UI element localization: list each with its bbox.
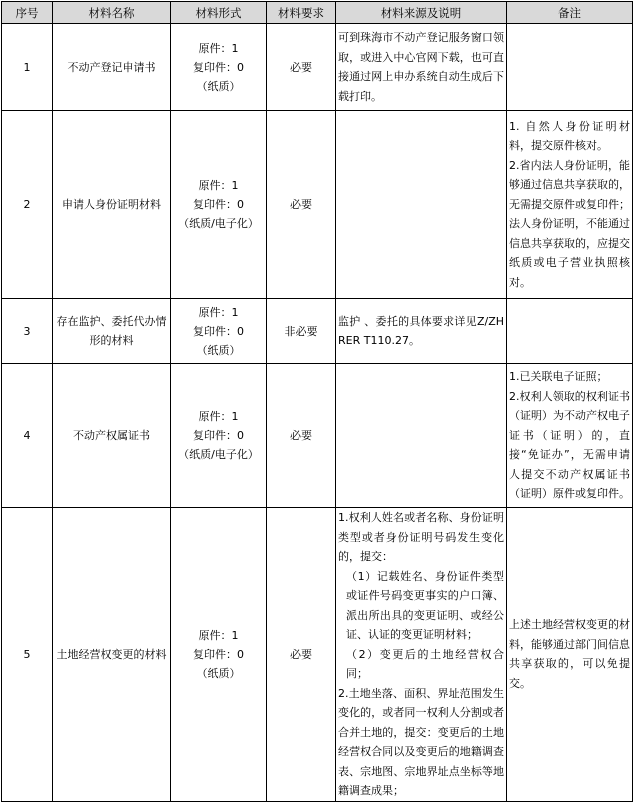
form-original: 原件：1 (198, 410, 239, 423)
form-copy: 复印件：0 (193, 198, 244, 211)
table-row (2, 364, 633, 508)
row-form (171, 24, 267, 111)
source-paragraph: （1）记载姓名、身份证件类型或证件号码变更事实的户口簿、派出所出具的变更证明、或经公证、认证的变更证明材料； (346, 569, 504, 641)
table-row (2, 508, 633, 802)
row-note (507, 111, 633, 299)
row-name: 不动产登记申请书 (53, 24, 171, 111)
row-form (171, 299, 267, 364)
row-note (507, 364, 633, 508)
row-form (171, 111, 267, 299)
row-requirement: 必要 (267, 24, 336, 111)
header-source: 材料来源及说明 (336, 2, 507, 24)
form-type: （纸质/电子化） (178, 448, 259, 461)
row-no: 2 (2, 111, 53, 299)
header-requirement: 材料要求 (267, 2, 336, 24)
header-name: 材料名称 (53, 2, 171, 24)
header-no: 序号 (2, 2, 53, 24)
form-type: （纸质） (196, 79, 241, 93)
table-row (2, 299, 633, 364)
row-name: 申请人身份证明材料 (53, 111, 171, 299)
row-form (171, 508, 267, 802)
table-header-row (2, 2, 633, 24)
row-form (171, 364, 267, 508)
row-source (336, 111, 507, 299)
row-source (336, 364, 507, 508)
form-copy: 复印件：0 (193, 60, 244, 74)
note-paragraph: 1.已关联电子证照； (509, 370, 608, 384)
form-original: 原件：1 (198, 41, 239, 55)
form-copy: 复印件：0 (193, 647, 244, 661)
table-row (2, 111, 633, 299)
row-name: 土地经营权变更的材料 (53, 508, 171, 802)
form-type: （纸质） (196, 666, 241, 680)
row-name: 不动产权属证书 (53, 364, 171, 508)
row-note (507, 299, 633, 364)
header-form: 材料形式 (171, 2, 267, 24)
form-original: 原件：1 (198, 628, 239, 642)
header-note: 备注 (507, 2, 633, 24)
row-no: 1 (2, 24, 53, 111)
source-paragraph: 可到珠海市不动产登记服务窗口领取，或进入中心官网下载，也可直接通过网上申办系统自动生成后下载打印。 (338, 31, 504, 103)
row-no: 3 (2, 299, 53, 364)
table-row (2, 24, 633, 111)
row-no: 4 (2, 364, 53, 508)
form-original: 原件：1 (198, 305, 239, 319)
form-copy: 复印件：0 (193, 429, 244, 442)
row-source (336, 299, 507, 364)
row-requirement: 必要 (267, 508, 336, 802)
source-paragraph: 监护 、委托的具体要求详见Z/ZHRER T110.27。 (338, 314, 504, 347)
row-requirement: 必要 (267, 364, 336, 508)
form-copy: 复印件：0 (193, 324, 244, 338)
source-paragraph: 1.权利人姓名或者名称、身份证明类型或者身份证明号码发生变化的，提交： (338, 511, 504, 563)
row-requirement: 非必要 (267, 299, 336, 364)
row-name: 存在监护、委托代办情形的材料 (53, 299, 171, 364)
row-note (507, 508, 633, 802)
note-paragraph: 上述土地经营权变更的材料，能够通过部门间信息共享获取的，可以免提交。 (509, 618, 630, 690)
note-paragraph: 2.省内法人身份证明，能够通过信息共享获取的，无需提交原件或复印件；法人身份证明，不能通过信息共享获取的，应提交纸质或电子营业执照核对。 (509, 158, 630, 289)
materials-table (1, 1, 633, 802)
note-paragraph: 2.权利人领取的权利证书（证明）为不动产权电子证书（证明）的，直接“免证办”，无需申请人提交不动产权属证书（证明）原件或复印件。 (509, 389, 630, 501)
source-paragraph: （2）变更后的土地经营权合同； (346, 647, 504, 680)
row-source (336, 508, 507, 802)
row-requirement: 必要 (267, 111, 336, 299)
source-paragraph: 2.土地坐落、面积、界址范围发生变化的，或者同一权利人分割或者合并土地的，提交：变更后的土地经营权合同以及变更后的地籍调查表、宗地图、宗地界址点坐标等地籍调查成果； (338, 686, 504, 797)
form-type: （纸质/电子化） (178, 217, 259, 230)
row-no: 5 (2, 508, 53, 802)
form-type: （纸质） (196, 343, 241, 357)
row-note (507, 24, 633, 111)
note-paragraph: 1. 自然人身份证明材料，提交原件核对。 (509, 119, 630, 153)
form-original: 原件：1 (198, 179, 239, 192)
row-source (336, 24, 507, 111)
